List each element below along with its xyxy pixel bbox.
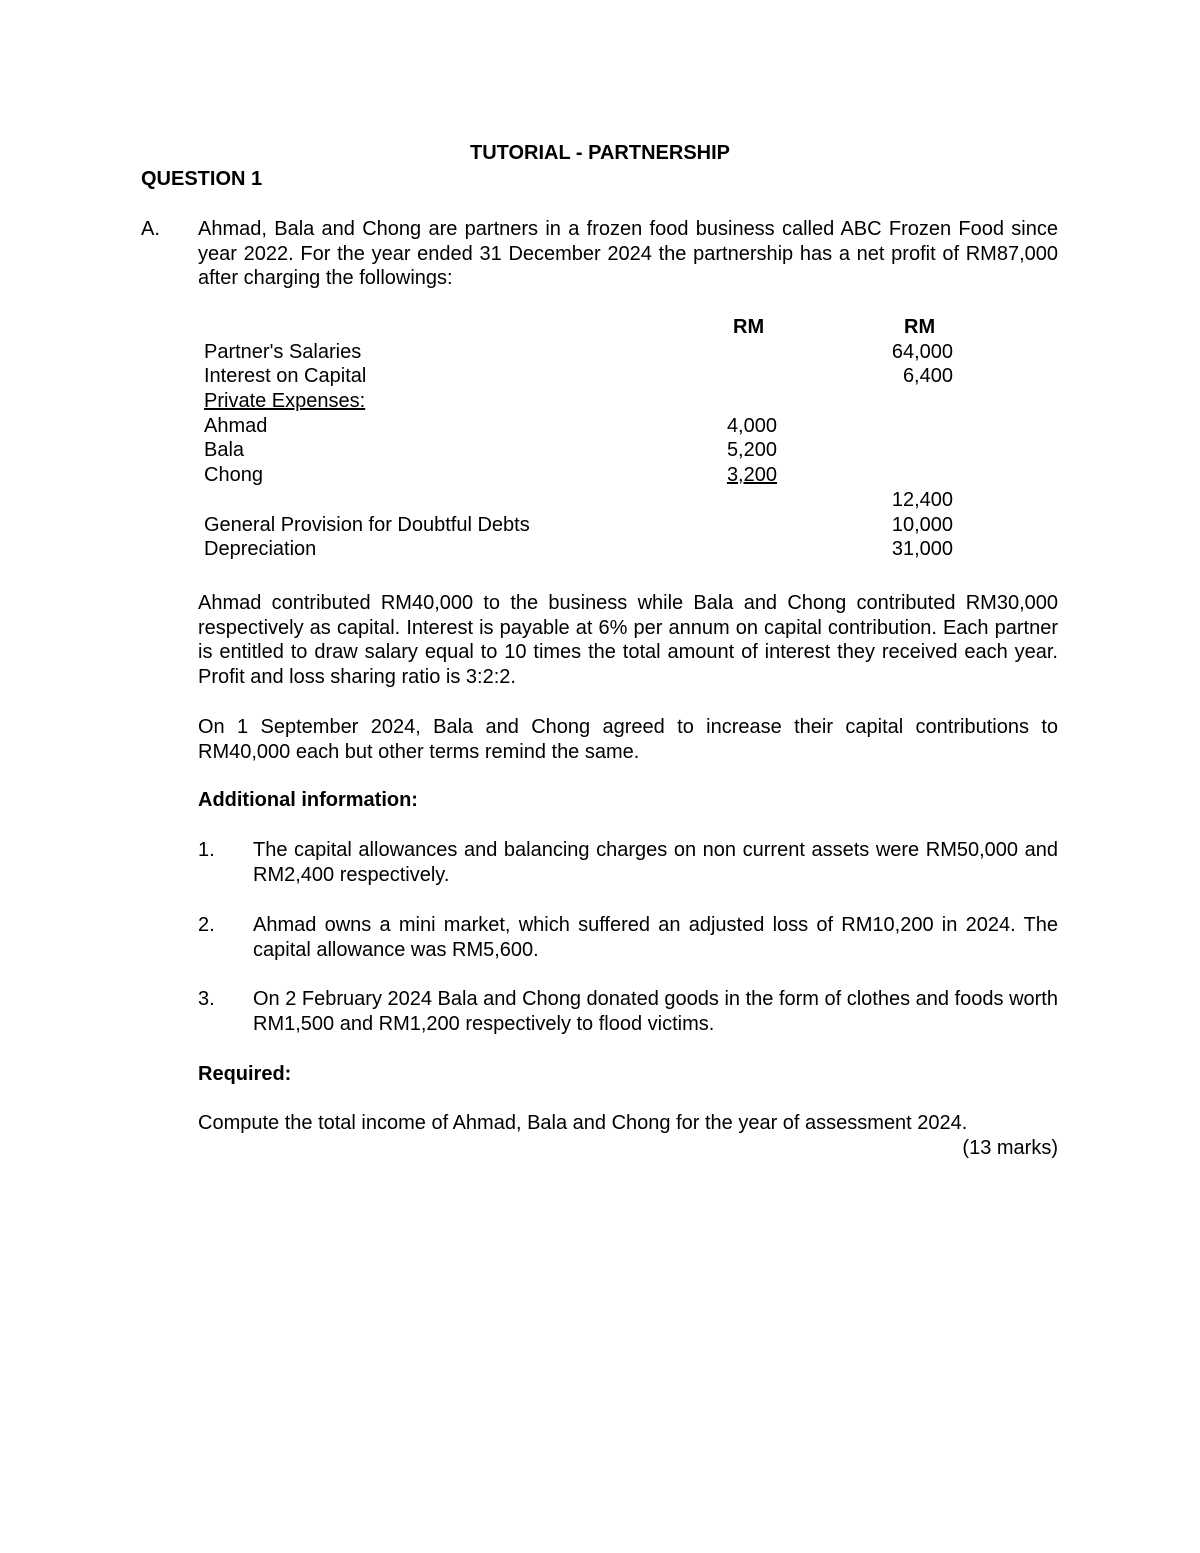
column-header-rm-2: RM [904,316,936,338]
row-label: Ahmad [204,414,268,437]
row-label: Chong [204,464,263,487]
row-label: Bala [204,439,245,462]
table-row [204,364,964,389]
row-value-col1-underlined: 3,200 [726,464,777,487]
row-value-col1: 5,200 [726,439,777,462]
table-row [204,537,964,562]
list-item-text: The capital allowances and balancing charges on non current assets were RM50,000 and RM2,400 respectively. [253,839,1058,886]
intro-paragraph: Ahmad, Bala and Chong are partners in a frozen food business called ABC Frozen Food since year 2022. For the year ended 31 December 2024 the partnership has a net profit of RM87,000 after charging the followings: [198,218,1058,290]
table-row [204,414,964,439]
column-header-rm-1: RM [733,316,765,338]
list-item-text: Ahmad owns a mini market, which suffered an adjusted loss of RM10,200 in 2024. The capital allowance was RM5,600. [253,914,1058,961]
additional-info-heading: Additional information: [198,789,418,811]
required-heading: Required: [198,1063,292,1085]
table-row [204,513,964,538]
row-value-col1: 4,000 [726,414,777,437]
row-label: Partner's Salaries [204,340,362,363]
table-row [204,389,964,414]
table-row [204,438,964,463]
table-row [204,340,964,365]
expenses-table [204,315,964,562]
table-header-row [204,315,964,340]
row-value-col2: 64,000 [891,340,953,363]
row-value-col2-subtotal: 12,400 [891,488,953,511]
capital-paragraph: Ahmad contributed RM40,000 to the business while Bala and Chong contributed RM30,000 respectively as capital. Interest is payable at 6% per annum on capital contribution. Each partner is entitled to draw salary equal to 10 times the total amount of interest they received each year. Profit and loss sharing ratio is 3:2:2. [198,592,1058,689]
document-title: TUTORIAL - PARTNERSHIP [469,142,730,164]
list-item-text: On 2 February 2024 Bala and Chong donated goods in the form of clothes and foods worth RM1,500 and RM1,200 respectively to flood victims. [253,988,1058,1035]
row-label: Interest on Capital [204,365,367,388]
marks-label: (13 marks) [962,1137,1058,1159]
row-label: Depreciation [204,538,317,561]
list-item-number: 3. [198,988,215,1010]
part-label: A. [141,218,160,240]
required-text: Compute the total income of Ahmad, Bala and Chong for the year of assessment 2024. [198,1112,968,1134]
row-value-col2: 31,000 [891,538,953,561]
table-row [204,463,964,488]
row-label-private-expenses: Private Expenses: [204,390,366,413]
row-value-col2: 10,000 [891,513,953,536]
list-item-number: 2. [198,914,215,936]
row-value-col2: 6,400 [902,365,953,388]
table-row [204,488,964,513]
question-heading: QUESTION 1 [141,168,263,190]
row-label: General Provision for Doubtful Debts [204,513,530,536]
list-item-number: 1. [198,839,215,861]
capital-change-paragraph: On 1 September 2024, Bala and Chong agreed to increase their capital contributions to RM40,000 each but other terms remind the same. [198,716,1058,763]
